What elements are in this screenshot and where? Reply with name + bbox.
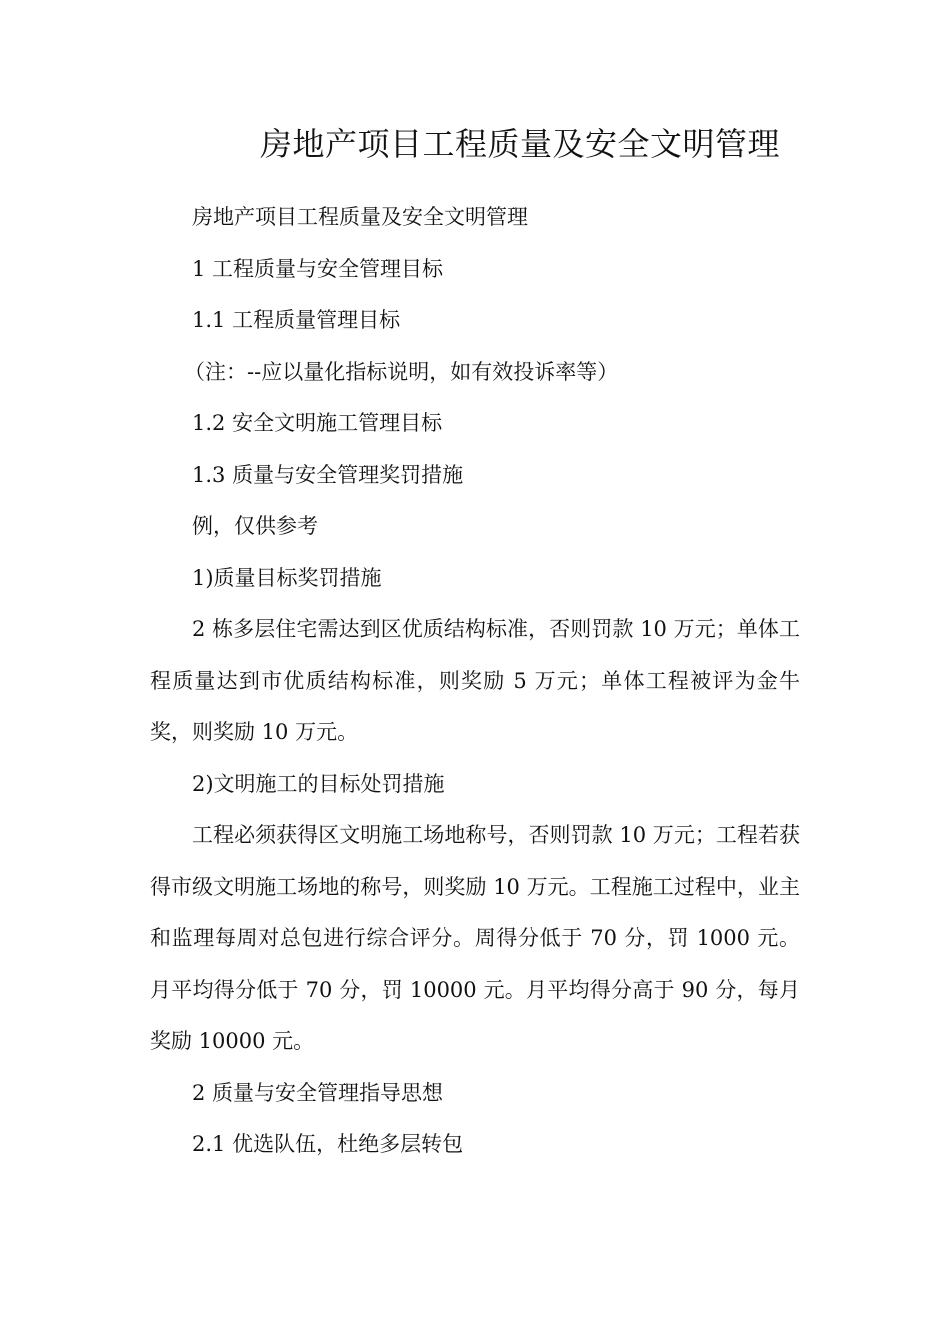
paragraph-quality-measures: 2 栋多层住宅需达到区优质结构标准，否则罚款 10 万元；单体工程质量达到市优质结构标准，则奖励 5 万元；单体工程被评为金牛奖，则奖励 10 万元。: [150, 617, 800, 744]
heading-section-1-3: 1.3 质量与安全管理奖罚措施: [192, 462, 464, 487]
document-title: 房地产项目工程质量及安全文明管理: [259, 125, 780, 163]
heading-section-2-1: 2.1 优选队伍，杜绝多层转包: [192, 1132, 464, 1156]
heading-section-1-1: 1.1 工程质量管理目标: [192, 308, 401, 332]
paragraph-civilized-construction: 工程必须获得区文明施工场地称号，否则罚款 10 万元；工程若获得市级文明施工场地的称号，则奖励 10 万元。工程施工过程中，业主和监理每周对总包进行综合评分。周得分低于 70 分，罚 1000 元。月平均得分低于 70 分，罚 10000 元。月平均得分高于 90 分，每月奖励 10000 元。: [150, 823, 800, 1053]
document-body: [150, 192, 800, 1171]
heading-section-2: 2 质量与安全管理指导思想: [192, 1080, 444, 1105]
heading-section-1-2: 1.2 安全文明施工管理目标: [192, 411, 443, 435]
paragraph-note: （注：--应以量化指标说明，如有效投诉率等）: [184, 359, 619, 384]
paragraph-example: 例，仅供参考: [192, 514, 318, 538]
heading-quality-measures: 1)质量目标奖罚措施: [192, 565, 382, 590]
heading-civilized-construction: 2)文明施工的目标处罚措施: [192, 771, 445, 796]
heading-section-1: 1 工程质量与安全管理目标: [192, 256, 444, 281]
paragraph-subtitle: 房地产项目工程质量及安全文明管理: [192, 205, 528, 229]
